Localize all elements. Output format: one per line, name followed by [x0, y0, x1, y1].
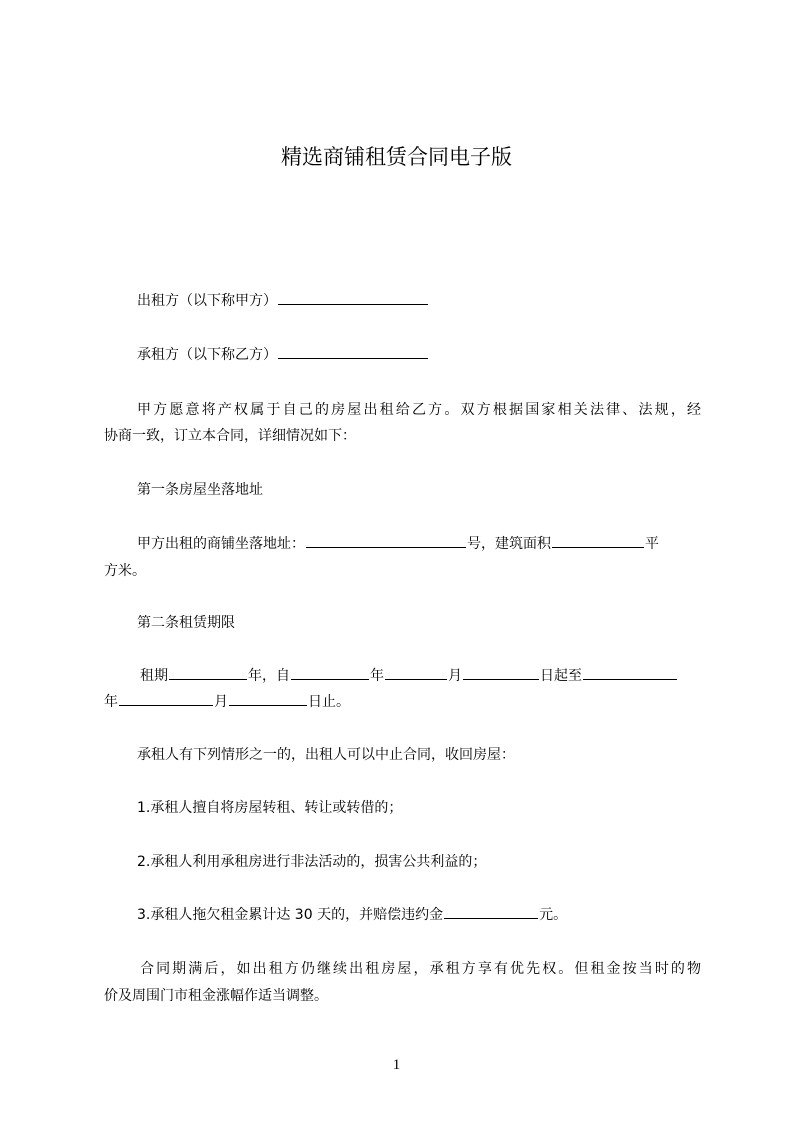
term-label: 租期 — [140, 668, 168, 684]
penalty-blank[interactable] — [444, 903, 538, 919]
term-month-label: 月 — [448, 668, 462, 684]
term-line-2 — [104, 690, 350, 714]
term-year2-label: 年 — [104, 694, 118, 710]
lessee-line — [137, 343, 429, 367]
renewal-line-2: 价及周围门市租金涨幅作适当调整。 — [104, 988, 328, 1004]
item-3-suffix: 元。 — [539, 907, 568, 923]
address-prefix: 甲方出租的商铺坐落地址： — [137, 536, 305, 552]
intro-line-1: 甲方愿意将产权属于自己的房屋出租给乙方。双方根据国家相关法律、法规，经 — [137, 402, 701, 418]
termination-item-3 — [137, 903, 567, 927]
article-1-heading: 第一条房屋坐落地址 — [137, 482, 263, 498]
address-unit-a: 平 — [645, 536, 659, 552]
article-2-heading: 第二条租赁期限 — [137, 615, 235, 631]
lessee-label: 承租方（以下称乙方） — [137, 347, 277, 363]
lessor-line — [137, 289, 429, 313]
address-number-label: 号，建筑面积 — [467, 536, 551, 552]
renewal-line-1: 合同期满后，如出租方仍继续出租房屋，承租方享有优先权。但租金按当时的物 — [140, 961, 701, 977]
term-year-label: 年 — [370, 668, 384, 684]
page-number: 1 — [392, 1057, 401, 1073]
start-day-blank[interactable] — [463, 664, 539, 680]
lessee-blank[interactable] — [278, 343, 428, 359]
end-day-blank[interactable] — [229, 690, 307, 706]
document-title: 精选商铺租赁合同电子版 — [281, 145, 512, 169]
lessor-blank[interactable] — [278, 289, 428, 305]
address-line — [104, 532, 701, 556]
end-year-blank-a[interactable] — [583, 664, 677, 680]
intro-line-2: 协商一致，订立本合同，详细情况如下： — [104, 428, 356, 444]
address-line-2: 方米。 — [104, 563, 146, 579]
termination-item-2: 2.承租人利用承租房进行非法活动的，损害公共利益的； — [137, 854, 487, 870]
term-line — [104, 664, 701, 688]
term-years-suffix: 年，自 — [248, 668, 290, 684]
term-years-blank[interactable] — [169, 664, 247, 680]
item-3-prefix: 3.承租人拖欠租金累计达 30 天的，并赔偿违约金 — [137, 907, 444, 923]
start-month-blank[interactable] — [385, 664, 447, 680]
term-day-from: 日起至 — [540, 668, 582, 684]
address-blank[interactable] — [306, 532, 466, 548]
start-year-blank[interactable] — [291, 664, 369, 680]
area-blank[interactable] — [552, 532, 644, 548]
lessor-label: 出租方（以下称甲方） — [137, 293, 277, 309]
term-day-to: 日止。 — [308, 694, 350, 710]
termination-item-1: 1.承租人擅自将房屋转租、转让或转借的； — [137, 800, 403, 816]
term-month2-label: 月 — [214, 694, 228, 710]
end-month-blank[interactable] — [119, 690, 213, 706]
termination-intro: 承租人有下列情形之一的，出租人可以中止合同，收回房屋： — [137, 747, 515, 763]
